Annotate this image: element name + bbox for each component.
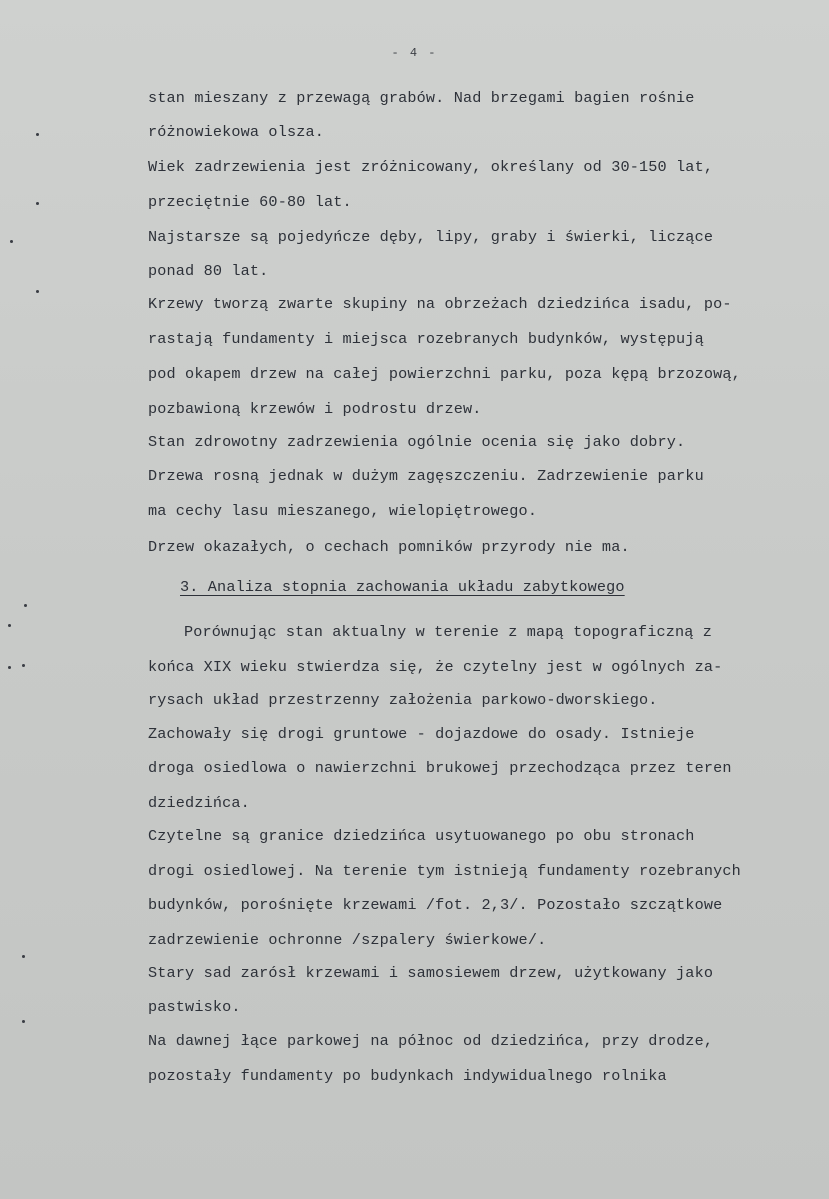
text-line: ma cechy lasu mieszanego, wielopiętrowego. bbox=[148, 502, 538, 520]
text-line: drogi osiedlowej. Na terenie tym istnieją fundamenty rozebranych bbox=[148, 862, 741, 880]
text-line: Zachowały się drogi gruntowe - dojazdowe do osady. Istnieje bbox=[148, 725, 695, 743]
margin-mark bbox=[24, 604, 27, 607]
margin-mark bbox=[22, 664, 25, 667]
text-line: przeciętnie 60-80 lat. bbox=[148, 193, 352, 211]
margin-mark bbox=[36, 133, 39, 136]
text-line: budynków, porośnięte krzewami /fot. 2,3/. Pozostało szczątkowe bbox=[148, 896, 723, 914]
text-line: pastwisko. bbox=[148, 998, 241, 1016]
text-line: końca XIX wieku stwierdza się, że czytelny jest w ogólnych za- bbox=[148, 658, 723, 676]
text-line: Stary sad zarósł krzewami i samosiewem drzew, użytkowany jako bbox=[148, 964, 714, 982]
text-line: Stan zdrowotny zadrzewienia ogólnie ocenia się jako dobry. bbox=[148, 433, 686, 451]
text-line: Drzew okazałych, o cechach pomników przyrody nie ma. bbox=[148, 538, 630, 556]
section-heading: 3. Analiza stopnia zachowania układu zabytkowego bbox=[180, 578, 625, 596]
margin-mark bbox=[8, 624, 11, 627]
text-line: dziedzińca. bbox=[148, 794, 250, 812]
text-line: pod okapem drzew na całej powierzchni parku, poza kępą brzozową, bbox=[148, 365, 741, 383]
text-line: Najstarsze są pojedyńcze dęby, lipy, graby i świerki, liczące bbox=[148, 228, 714, 246]
text-line: różnowiekowa olsza. bbox=[148, 123, 325, 141]
text-line: zadrzewienie ochronne /szpalery świerkowe/. bbox=[148, 931, 547, 949]
text-line: Drzewa rosną jednak w dużym zagęszczeniu. Zadrzewienie parku bbox=[148, 467, 704, 485]
text-line: droga osiedlowa o nawierzchni brukowej przechodząca przez teren bbox=[148, 759, 732, 777]
margin-mark bbox=[8, 666, 11, 669]
page-number: - 4 - bbox=[391, 46, 438, 60]
text-line: rysach układ przestrzenny założenia parkowo-dworskiego. bbox=[148, 691, 658, 709]
text-line: Krzewy tworzą zwarte skupiny na obrzeżach dziedzińca isadu, po- bbox=[148, 295, 732, 313]
text-line: pozostały fundamenty po budynkach indywidualnego rolnika bbox=[148, 1067, 667, 1085]
text-line: Na dawnej łące parkowej na północ od dziedzińca, przy drodze, bbox=[148, 1032, 714, 1050]
margin-mark bbox=[10, 240, 13, 243]
text-line: rastają fundamenty i miejsca rozebranych budynków, występują bbox=[148, 330, 704, 348]
text-line: Wiek zadrzewienia jest zróżnicowany, określany od 30-150 lat, bbox=[148, 158, 714, 176]
margin-mark bbox=[22, 955, 25, 958]
text-line: stan mieszany z przewagą grabów. Nad brzegami bagien rośnie bbox=[148, 89, 695, 107]
text-line: ponad 80 lat. bbox=[148, 262, 269, 280]
margin-mark bbox=[22, 1020, 25, 1023]
text-line: Czytelne są granice dziedzińca usytuowanego po obu stronach bbox=[148, 827, 695, 845]
text-line: pozbawioną krzewów i podrostu drzew. bbox=[148, 400, 482, 418]
text-line: Porównując stan aktualny w terenie z mapą topograficzną z bbox=[184, 623, 713, 641]
margin-mark bbox=[36, 290, 39, 293]
margin-mark bbox=[36, 202, 39, 205]
